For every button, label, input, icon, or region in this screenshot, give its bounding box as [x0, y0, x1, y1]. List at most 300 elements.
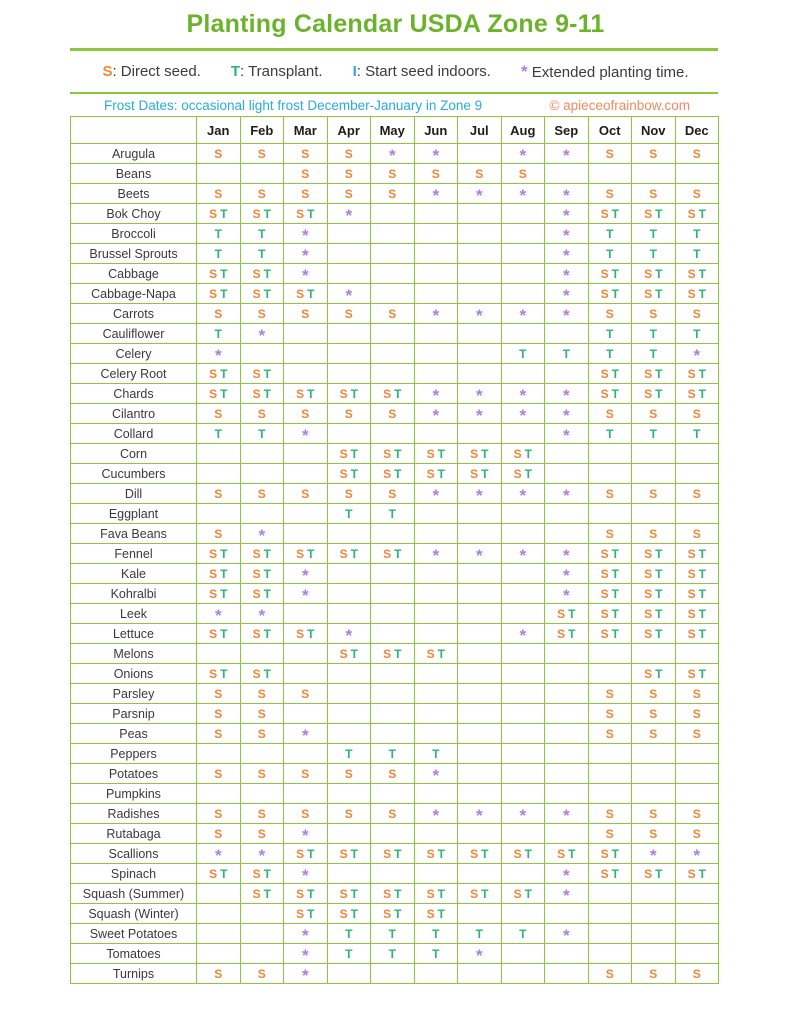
calendar-cell — [284, 664, 328, 684]
plant-name: Spinach — [71, 864, 197, 884]
table-row — [71, 404, 719, 424]
direct-seed-marker: S — [605, 146, 614, 161]
direct-seed-marker: S — [301, 806, 310, 821]
calendar-cell — [501, 164, 545, 184]
calendar-cell — [501, 604, 545, 624]
direct-seed-marker: S — [687, 386, 696, 401]
direct-seed-marker: S — [214, 146, 223, 161]
direct-seed-marker: S — [605, 726, 614, 741]
calendar-cell — [327, 444, 371, 464]
transplant-marker: T — [220, 366, 228, 381]
direct-seed-marker: S — [644, 566, 653, 581]
extended-time-marker: * — [519, 385, 527, 404]
calendar-cell — [371, 784, 415, 804]
direct-seed-marker: S — [692, 406, 701, 421]
divider-line-top — [70, 48, 718, 51]
calendar-cell — [197, 224, 241, 244]
calendar-cell — [545, 324, 589, 344]
calendar-cell — [545, 764, 589, 784]
calendar-cell — [458, 544, 502, 564]
extended-time-marker: * — [562, 865, 570, 884]
calendar-cell — [197, 164, 241, 184]
calendar-cell — [545, 524, 589, 544]
transplant-marker: T — [698, 266, 706, 281]
calendar-cell — [545, 564, 589, 584]
legend-symbol: S — [102, 63, 113, 80]
calendar-cell — [414, 764, 458, 784]
calendar-cell — [197, 364, 241, 384]
direct-seed-marker: S — [209, 586, 218, 601]
transplant-marker: T — [345, 746, 353, 761]
calendar-cell — [545, 784, 589, 804]
calendar-cell — [545, 544, 589, 564]
plant-name: Potatoes — [71, 764, 197, 784]
calendar-cell — [197, 764, 241, 784]
extended-time-marker: * — [519, 405, 527, 424]
calendar-cell — [675, 784, 719, 804]
direct-seed-marker: S — [301, 186, 310, 201]
calendar-cell — [501, 784, 545, 804]
direct-seed-marker: S — [470, 466, 479, 481]
direct-seed-marker: S — [209, 286, 218, 301]
calendar-cell — [197, 244, 241, 264]
table-row — [71, 144, 719, 164]
extended-time-marker: * — [432, 305, 440, 324]
direct-seed-marker: S — [214, 806, 223, 821]
calendar-cell — [284, 144, 328, 164]
calendar-cell — [240, 464, 284, 484]
transplant-marker: T — [655, 286, 663, 301]
calendar-cell — [371, 584, 415, 604]
direct-seed-marker: S — [252, 666, 261, 681]
extended-time-marker: * — [475, 305, 483, 324]
calendar-cell — [588, 784, 632, 804]
calendar-cell — [501, 664, 545, 684]
calendar-cell — [414, 604, 458, 624]
direct-seed-marker: S — [692, 306, 701, 321]
month-header-nov: Nov — [632, 117, 676, 144]
direct-seed-marker: S — [426, 446, 435, 461]
transplant-marker: T — [655, 626, 663, 641]
calendar-cell — [327, 724, 371, 744]
transplant-marker: T — [214, 326, 222, 341]
calendar-cell — [458, 864, 502, 884]
calendar-cell — [197, 504, 241, 524]
direct-seed-marker: S — [513, 886, 522, 901]
calendar-cell — [327, 784, 371, 804]
transplant-marker: T — [388, 946, 396, 961]
direct-seed-marker: S — [687, 286, 696, 301]
calendar-cell — [675, 444, 719, 464]
direct-seed-marker: S — [600, 846, 609, 861]
transplant-marker: T — [350, 906, 358, 921]
direct-seed-marker: S — [339, 906, 348, 921]
extended-time-marker: * — [562, 425, 570, 444]
plant-name: Fennel — [71, 544, 197, 564]
calendar-cell — [675, 284, 719, 304]
direct-seed-marker: S — [600, 206, 609, 221]
direct-seed-marker: S — [383, 886, 392, 901]
transplant-marker: T — [481, 466, 489, 481]
direct-seed-marker: S — [649, 146, 658, 161]
direct-seed-marker: S — [296, 546, 305, 561]
calendar-cell — [501, 644, 545, 664]
extended-time-marker: * — [519, 545, 527, 564]
transplant-marker: T — [437, 446, 445, 461]
calendar-cell — [327, 204, 371, 224]
transplant-marker: T — [519, 346, 527, 361]
calendar-cell — [371, 724, 415, 744]
direct-seed-marker: S — [692, 186, 701, 201]
direct-seed-marker: S — [252, 286, 261, 301]
direct-seed-marker: S — [600, 546, 609, 561]
calendar-cell — [371, 824, 415, 844]
calendar-cell — [327, 544, 371, 564]
extended-time-marker: * — [475, 945, 483, 964]
header-row — [71, 117, 719, 144]
extended-time-marker: * — [301, 945, 309, 964]
extended-time-marker: * — [562, 565, 570, 584]
calendar-cell — [414, 744, 458, 764]
calendar-cell — [414, 824, 458, 844]
calendar-cell — [675, 524, 719, 544]
transplant-marker: T — [350, 886, 358, 901]
direct-seed-marker: S — [649, 726, 658, 741]
direct-seed-marker: S — [339, 446, 348, 461]
calendar-cell — [327, 324, 371, 344]
direct-seed-marker: S — [600, 366, 609, 381]
calendar-cell — [632, 844, 676, 864]
calendar-cell — [240, 244, 284, 264]
calendar-cell — [588, 964, 632, 984]
transplant-marker: T — [220, 666, 228, 681]
calendar-cell — [414, 584, 458, 604]
calendar-cell — [675, 504, 719, 524]
calendar-cell — [371, 424, 415, 444]
calendar-cell — [675, 184, 719, 204]
table-row — [71, 504, 719, 524]
calendar-cell — [284, 764, 328, 784]
legend-item-2 — [353, 63, 491, 80]
direct-seed-marker: S — [344, 306, 353, 321]
calendar-cell — [240, 744, 284, 764]
direct-seed-marker: S — [296, 886, 305, 901]
calendar-cell — [197, 204, 241, 224]
extended-time-marker: * — [258, 605, 266, 624]
transplant-marker: T — [649, 246, 657, 261]
transplant-marker: T — [345, 506, 353, 521]
direct-seed-marker: S — [252, 866, 261, 881]
direct-seed-marker: S — [252, 266, 261, 281]
calendar-cell — [632, 684, 676, 704]
calendar-cell — [632, 284, 676, 304]
direct-seed-marker: S — [301, 766, 310, 781]
calendar-cell — [371, 744, 415, 764]
calendar-cell — [197, 424, 241, 444]
calendar-cell — [327, 564, 371, 584]
calendar-cell — [632, 524, 676, 544]
table-row — [71, 524, 719, 544]
calendar-cell — [284, 444, 328, 464]
calendar-cell — [197, 484, 241, 504]
direct-seed-marker: S — [257, 146, 266, 161]
calendar-cell — [632, 264, 676, 284]
transplant-marker: T — [350, 546, 358, 561]
legend-label: : Transplant. — [240, 63, 323, 80]
transplant-marker: T — [394, 846, 402, 861]
calendar-cell — [414, 524, 458, 544]
plant-name: Rutabaga — [71, 824, 197, 844]
calendar-cell — [675, 564, 719, 584]
calendar-cell — [458, 804, 502, 824]
calendar-cell — [501, 904, 545, 924]
calendar-cell — [501, 824, 545, 844]
calendar-cell — [632, 164, 676, 184]
calendar-cell — [197, 624, 241, 644]
calendar-cell — [501, 264, 545, 284]
legend-item-3 — [521, 62, 689, 82]
direct-seed-marker: S — [605, 186, 614, 201]
direct-seed-marker: S — [605, 526, 614, 541]
transplant-marker: T — [611, 586, 619, 601]
transplant-marker: T — [606, 226, 614, 241]
calendar-cell — [458, 784, 502, 804]
transplant-marker: T — [698, 286, 706, 301]
calendar-cell — [284, 324, 328, 344]
extended-time-marker: * — [301, 225, 309, 244]
transplant-marker: T — [655, 566, 663, 581]
calendar-cell — [632, 964, 676, 984]
calendar-cell — [197, 784, 241, 804]
direct-seed-marker: S — [252, 366, 261, 381]
calendar-cell — [501, 344, 545, 364]
calendar-cell — [240, 784, 284, 804]
calendar-cell — [545, 964, 589, 984]
calendar-cell — [545, 464, 589, 484]
extended-time-marker: * — [562, 885, 570, 904]
transplant-marker: T — [307, 886, 315, 901]
transplant-marker: T — [649, 426, 657, 441]
calendar-cell — [327, 824, 371, 844]
transplant-marker: T — [698, 206, 706, 221]
direct-seed-marker: S — [605, 706, 614, 721]
calendar-cell — [284, 584, 328, 604]
legend-symbol: * — [520, 61, 528, 81]
calendar-cell — [371, 884, 415, 904]
extended-time-marker: * — [562, 305, 570, 324]
planting-calendar-page — [0, 10, 791, 1034]
direct-seed-marker: S — [209, 666, 218, 681]
calendar-cell — [284, 504, 328, 524]
direct-seed-marker: S — [600, 386, 609, 401]
calendar-cell — [371, 364, 415, 384]
calendar-cell — [327, 504, 371, 524]
extended-time-marker: * — [301, 245, 309, 264]
extended-time-marker: * — [562, 285, 570, 304]
direct-seed-marker: S — [687, 606, 696, 621]
calendar-cell — [371, 664, 415, 684]
table-row — [71, 164, 719, 184]
calendar-cell — [371, 844, 415, 864]
calendar-cell — [197, 824, 241, 844]
transplant-marker: T — [655, 386, 663, 401]
calendar-cell — [545, 604, 589, 624]
calendar-cell — [197, 324, 241, 344]
calendar-cell — [501, 864, 545, 884]
calendar-cell — [284, 544, 328, 564]
calendar-cell — [545, 144, 589, 164]
calendar-cell — [284, 204, 328, 224]
calendar-cell — [240, 164, 284, 184]
table-row — [71, 604, 719, 624]
direct-seed-marker: S — [557, 626, 566, 641]
transplant-marker: T — [263, 566, 271, 581]
calendar-cell — [588, 824, 632, 844]
calendar-cell — [327, 924, 371, 944]
direct-seed-marker: S — [252, 886, 261, 901]
calendar-cell — [675, 664, 719, 684]
calendar-cell — [414, 404, 458, 424]
calendar-cell — [675, 864, 719, 884]
direct-seed-marker: S — [687, 566, 696, 581]
calendar-cell — [545, 264, 589, 284]
month-header-jul: Jul — [458, 117, 502, 144]
calendar-cell — [501, 364, 545, 384]
calendar-cell — [588, 924, 632, 944]
extended-time-marker: * — [562, 185, 570, 204]
calendar-cell — [240, 804, 284, 824]
calendar-cell — [371, 464, 415, 484]
calendar-cell — [458, 384, 502, 404]
extended-time-marker: * — [301, 865, 309, 884]
direct-seed-marker: S — [644, 866, 653, 881]
transplant-marker: T — [606, 346, 614, 361]
direct-seed-marker: S — [339, 646, 348, 661]
direct-seed-marker: S — [475, 166, 484, 181]
direct-seed-marker: S — [692, 706, 701, 721]
calendar-cell — [632, 904, 676, 924]
direct-seed-marker: S — [209, 266, 218, 281]
month-header-apr: Apr — [327, 117, 371, 144]
calendar-cell — [240, 584, 284, 604]
direct-seed-marker: S — [518, 166, 527, 181]
calendar-cell — [588, 764, 632, 784]
direct-seed-marker: S — [692, 806, 701, 821]
calendar-cell — [588, 504, 632, 524]
plant-name: Lettuce — [71, 624, 197, 644]
calendar-cell — [414, 484, 458, 504]
calendar-cell — [414, 544, 458, 564]
plant-name: Beets — [71, 184, 197, 204]
direct-seed-marker: S — [301, 406, 310, 421]
calendar-cell — [588, 184, 632, 204]
extended-time-marker: * — [214, 605, 222, 624]
extended-time-marker: * — [214, 845, 222, 864]
calendar-cell — [284, 684, 328, 704]
calendar-cell — [632, 764, 676, 784]
direct-seed-marker: S — [687, 866, 696, 881]
calendar-cell — [632, 444, 676, 464]
table-row — [71, 544, 719, 564]
calendar-cell — [327, 944, 371, 964]
plant-name: Collard — [71, 424, 197, 444]
calendar-cell — [197, 944, 241, 964]
table-row — [71, 864, 719, 884]
table-row — [71, 784, 719, 804]
calendar-cell — [545, 424, 589, 444]
direct-seed-marker: S — [296, 286, 305, 301]
table-row — [71, 344, 719, 364]
direct-seed-marker: S — [605, 486, 614, 501]
calendar-cell — [588, 304, 632, 324]
plant-name: Eggplant — [71, 504, 197, 524]
calendar-cell — [675, 224, 719, 244]
plant-name: Turnips — [71, 964, 197, 984]
calendar-cell — [588, 604, 632, 624]
calendar-cell — [284, 464, 328, 484]
calendar-cell — [458, 564, 502, 584]
calendar-cell — [371, 544, 415, 564]
extended-time-marker: * — [432, 185, 440, 204]
transplant-marker: T — [432, 746, 440, 761]
calendar-cell — [675, 624, 719, 644]
extended-time-marker: * — [432, 385, 440, 404]
table-row — [71, 244, 719, 264]
transplant-marker: T — [693, 226, 701, 241]
calendar-cell — [675, 744, 719, 764]
direct-seed-marker: S — [431, 166, 440, 181]
transplant-marker: T — [307, 906, 315, 921]
calendar-cell — [588, 364, 632, 384]
plant-name: Cabbage — [71, 264, 197, 284]
direct-seed-marker: S — [383, 846, 392, 861]
calendar-cell — [632, 784, 676, 804]
calendar-cell — [284, 184, 328, 204]
calendar-cell — [458, 704, 502, 724]
direct-seed-marker: S — [296, 626, 305, 641]
extended-time-marker: * — [519, 145, 527, 164]
transplant-marker: T — [394, 646, 402, 661]
plant-name: Beans — [71, 164, 197, 184]
calendar-cell — [240, 204, 284, 224]
direct-seed-marker: S — [687, 206, 696, 221]
direct-seed-marker: S — [252, 566, 261, 581]
direct-seed-marker: S — [388, 166, 397, 181]
transplant-marker: T — [388, 506, 396, 521]
plant-name: Pumpkins — [71, 784, 197, 804]
calendar-cell — [371, 644, 415, 664]
calendar-cell — [371, 284, 415, 304]
calendar-cell — [458, 624, 502, 644]
calendar-cell — [632, 224, 676, 244]
calendar-cell — [458, 304, 502, 324]
table-row — [71, 664, 719, 684]
calendar-cell — [327, 644, 371, 664]
calendar-cell — [501, 544, 545, 564]
transplant-marker: T — [220, 586, 228, 601]
plant-name: Corn — [71, 444, 197, 464]
calendar-cell — [458, 464, 502, 484]
direct-seed-marker: S — [339, 386, 348, 401]
calendar-cell — [197, 584, 241, 604]
calendar-cell — [197, 884, 241, 904]
calendar-cell — [414, 244, 458, 264]
table-row — [71, 684, 719, 704]
plant-name: Leek — [71, 604, 197, 624]
calendar-cell — [327, 804, 371, 824]
transplant-marker: T — [388, 746, 396, 761]
calendar-cell — [284, 744, 328, 764]
